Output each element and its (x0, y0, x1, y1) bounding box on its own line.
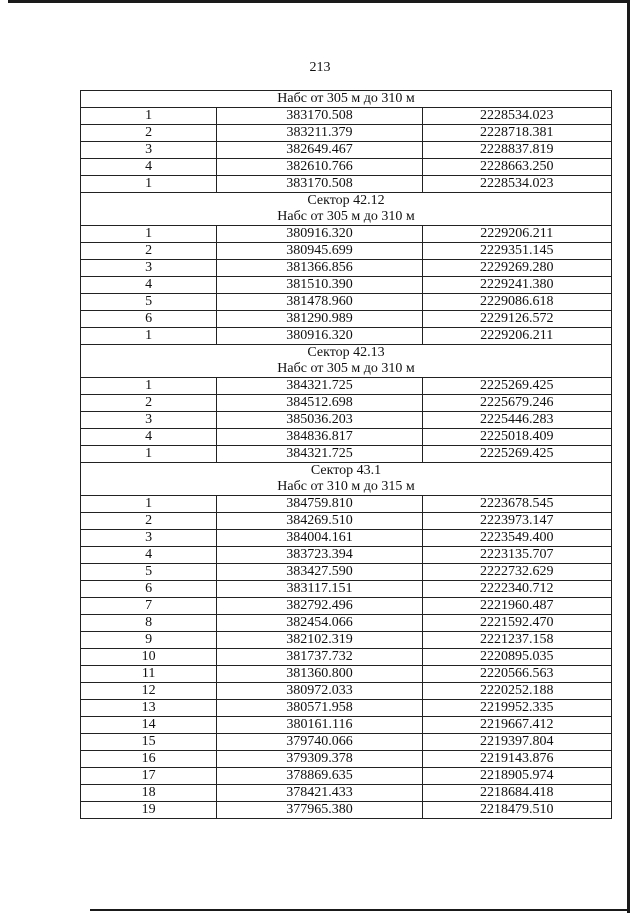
y-coordinate-cell: 2225679.246 (422, 395, 611, 412)
y-coordinate-cell: 2229206.211 (422, 328, 611, 345)
section-header-row (81, 463, 612, 496)
x-coordinate-cell: 381478.960 (217, 294, 422, 311)
table-row (81, 294, 612, 311)
height-range-label: Набс от 305 м до 310 м (277, 209, 415, 224)
x-coordinate-cell: 384836.817 (217, 429, 422, 446)
table-row (81, 378, 612, 395)
table-row (81, 632, 612, 649)
table-row (81, 108, 612, 125)
point-number-cell: 13 (81, 700, 217, 717)
table-row (81, 226, 612, 243)
height-range-label: Набс от 305 м до 310 м (277, 361, 415, 376)
height-range-label: Набс от 310 м до 315 м (277, 479, 415, 494)
section-header-cell (81, 463, 612, 496)
point-number-cell: 8 (81, 615, 217, 632)
point-number-cell: 1 (81, 108, 217, 125)
x-coordinate-cell: 383170.508 (217, 176, 422, 193)
table-row (81, 125, 612, 142)
table-row (81, 785, 612, 802)
x-coordinate-cell: 379309.378 (217, 751, 422, 768)
table-row (81, 683, 612, 700)
point-number-cell: 3 (81, 530, 217, 547)
x-coordinate-cell: 382610.766 (217, 159, 422, 176)
x-coordinate-cell: 383117.151 (217, 581, 422, 598)
y-coordinate-cell: 2229351.145 (422, 243, 611, 260)
y-coordinate-cell: 2229126.572 (422, 311, 611, 328)
x-coordinate-cell: 384321.725 (217, 378, 422, 395)
x-coordinate-cell: 378421.433 (217, 785, 422, 802)
x-coordinate-cell: 378869.635 (217, 768, 422, 785)
point-number-cell: 6 (81, 581, 217, 598)
point-number-cell: 19 (81, 802, 217, 819)
x-coordinate-cell: 383170.508 (217, 108, 422, 125)
table-row (81, 564, 612, 581)
table-row (81, 311, 612, 328)
y-coordinate-cell: 2221237.158 (422, 632, 611, 649)
table-row (81, 598, 612, 615)
table-row (81, 176, 612, 193)
page-number: 213 (309, 60, 331, 75)
height-range-label: Набс от 305 м до 310 м (277, 91, 415, 106)
point-number-cell: 1 (81, 176, 217, 193)
point-number-cell: 2 (81, 243, 217, 260)
point-number-cell: 3 (81, 412, 217, 429)
table-row (81, 768, 612, 785)
table-row (81, 530, 612, 547)
y-coordinate-cell: 2219952.335 (422, 700, 611, 717)
y-coordinate-cell: 2219667.412 (422, 717, 611, 734)
x-coordinate-cell: 381737.732 (217, 649, 422, 666)
y-coordinate-cell: 2229086.618 (422, 294, 611, 311)
y-coordinate-cell: 2223549.400 (422, 530, 611, 547)
y-coordinate-cell: 2223135.707 (422, 547, 611, 564)
sector-title: Сектор 43.1 (310, 463, 382, 478)
y-coordinate-cell: 2220566.563 (422, 666, 611, 683)
y-coordinate-cell: 2228534.023 (422, 108, 611, 125)
y-coordinate-cell: 2220252.188 (422, 683, 611, 700)
y-coordinate-cell: 2222340.712 (422, 581, 611, 598)
y-coordinate-cell: 2225269.425 (422, 446, 611, 463)
point-number-cell: 18 (81, 785, 217, 802)
x-coordinate-cell: 380161.116 (217, 717, 422, 734)
table-row (81, 395, 612, 412)
table-row (81, 412, 612, 429)
x-coordinate-cell: 381360.800 (217, 666, 422, 683)
table-row (81, 277, 612, 294)
x-coordinate-cell: 380916.320 (217, 226, 422, 243)
sector-title: Сектор 42.13 (307, 345, 385, 360)
point-number-cell: 3 (81, 260, 217, 277)
point-number-cell: 4 (81, 159, 217, 176)
table-row (81, 802, 612, 819)
y-coordinate-cell: 2219397.804 (422, 734, 611, 751)
y-coordinate-cell: 2222732.629 (422, 564, 611, 581)
y-coordinate-cell: 2225018.409 (422, 429, 611, 446)
table-row (81, 717, 612, 734)
point-number-cell: 2 (81, 513, 217, 530)
point-number-cell: 1 (81, 328, 217, 345)
x-coordinate-cell: 382792.496 (217, 598, 422, 615)
point-number-cell: 4 (81, 547, 217, 564)
point-number-cell: 1 (81, 496, 217, 513)
x-coordinate-cell: 384269.510 (217, 513, 422, 530)
table-row (81, 260, 612, 277)
x-coordinate-cell: 383427.590 (217, 564, 422, 581)
point-number-cell: 2 (81, 395, 217, 412)
x-coordinate-cell: 380972.033 (217, 683, 422, 700)
y-coordinate-cell: 2221592.470 (422, 615, 611, 632)
point-number-cell: 7 (81, 598, 217, 615)
coordinates-table-body (81, 91, 612, 819)
y-coordinate-cell: 2219143.876 (422, 751, 611, 768)
y-coordinate-cell: 2228663.250 (422, 159, 611, 176)
scan-edge-top (8, 0, 630, 3)
point-number-cell: 15 (81, 734, 217, 751)
coordinates-table (80, 90, 612, 819)
y-coordinate-cell: 2218684.418 (422, 785, 611, 802)
section-header-cell (81, 345, 612, 378)
point-number-cell: 4 (81, 429, 217, 446)
point-number-cell: 17 (81, 768, 217, 785)
x-coordinate-cell: 380571.958 (217, 700, 422, 717)
table-row (81, 666, 612, 683)
x-coordinate-cell: 377965.380 (217, 802, 422, 819)
x-coordinate-cell: 382102.319 (217, 632, 422, 649)
x-coordinate-cell: 382454.066 (217, 615, 422, 632)
section-header-row (81, 91, 612, 108)
x-coordinate-cell: 384321.725 (217, 446, 422, 463)
table-row (81, 649, 612, 666)
point-number-cell: 5 (81, 564, 217, 581)
table-row (81, 615, 612, 632)
y-coordinate-cell: 2229269.280 (422, 260, 611, 277)
section-header-row (81, 345, 612, 378)
point-number-cell: 6 (81, 311, 217, 328)
table-row (81, 513, 612, 530)
x-coordinate-cell: 384759.810 (217, 496, 422, 513)
x-coordinate-cell: 382649.467 (217, 142, 422, 159)
x-coordinate-cell: 383723.394 (217, 547, 422, 564)
table-row (81, 159, 612, 176)
table-row (81, 734, 612, 751)
table-row (81, 243, 612, 260)
point-number-cell: 1 (81, 378, 217, 395)
x-coordinate-cell: 381290.989 (217, 311, 422, 328)
table-row (81, 496, 612, 513)
x-coordinate-cell: 384004.161 (217, 530, 422, 547)
point-number-cell: 1 (81, 226, 217, 243)
point-number-cell: 3 (81, 142, 217, 159)
x-coordinate-cell: 380945.699 (217, 243, 422, 260)
point-number-cell: 10 (81, 649, 217, 666)
point-number-cell: 1 (81, 446, 217, 463)
sector-title: Сектор 42.12 (307, 193, 385, 208)
y-coordinate-cell: 2218905.974 (422, 768, 611, 785)
y-coordinate-cell: 2223678.545 (422, 496, 611, 513)
table-row (81, 446, 612, 463)
y-coordinate-cell: 2228534.023 (422, 176, 611, 193)
point-number-cell: 9 (81, 632, 217, 649)
x-coordinate-cell: 381366.856 (217, 260, 422, 277)
y-coordinate-cell: 2228837.819 (422, 142, 611, 159)
y-coordinate-cell: 2228718.381 (422, 125, 611, 142)
point-number-cell: 14 (81, 717, 217, 734)
section-header-cell (81, 91, 612, 108)
table-row (81, 700, 612, 717)
y-coordinate-cell: 2220895.035 (422, 649, 611, 666)
x-coordinate-cell: 383211.379 (217, 125, 422, 142)
section-header-cell (81, 193, 612, 226)
x-coordinate-cell: 385036.203 (217, 412, 422, 429)
y-coordinate-cell: 2221960.487 (422, 598, 611, 615)
section-header-row (81, 193, 612, 226)
x-coordinate-cell: 381510.390 (217, 277, 422, 294)
point-number-cell: 5 (81, 294, 217, 311)
y-coordinate-cell: 2225269.425 (422, 378, 611, 395)
y-coordinate-cell: 2218479.510 (422, 802, 611, 819)
point-number-cell: 4 (81, 277, 217, 294)
point-number-cell: 11 (81, 666, 217, 683)
x-coordinate-cell: 379740.066 (217, 734, 422, 751)
x-coordinate-cell: 380916.320 (217, 328, 422, 345)
y-coordinate-cell: 2229206.211 (422, 226, 611, 243)
table-row (81, 142, 612, 159)
scan-edge-bottom (90, 909, 630, 911)
table-row (81, 751, 612, 768)
table-row (81, 328, 612, 345)
point-number-cell: 2 (81, 125, 217, 142)
y-coordinate-cell: 2225446.283 (422, 412, 611, 429)
point-number-cell: 16 (81, 751, 217, 768)
y-coordinate-cell: 2223973.147 (422, 513, 611, 530)
table-row (81, 429, 612, 446)
y-coordinate-cell: 2229241.380 (422, 277, 611, 294)
point-number-cell: 12 (81, 683, 217, 700)
x-coordinate-cell: 384512.698 (217, 395, 422, 412)
scan-edge-right (627, 0, 630, 913)
table-row (81, 547, 612, 564)
table-row (81, 581, 612, 598)
